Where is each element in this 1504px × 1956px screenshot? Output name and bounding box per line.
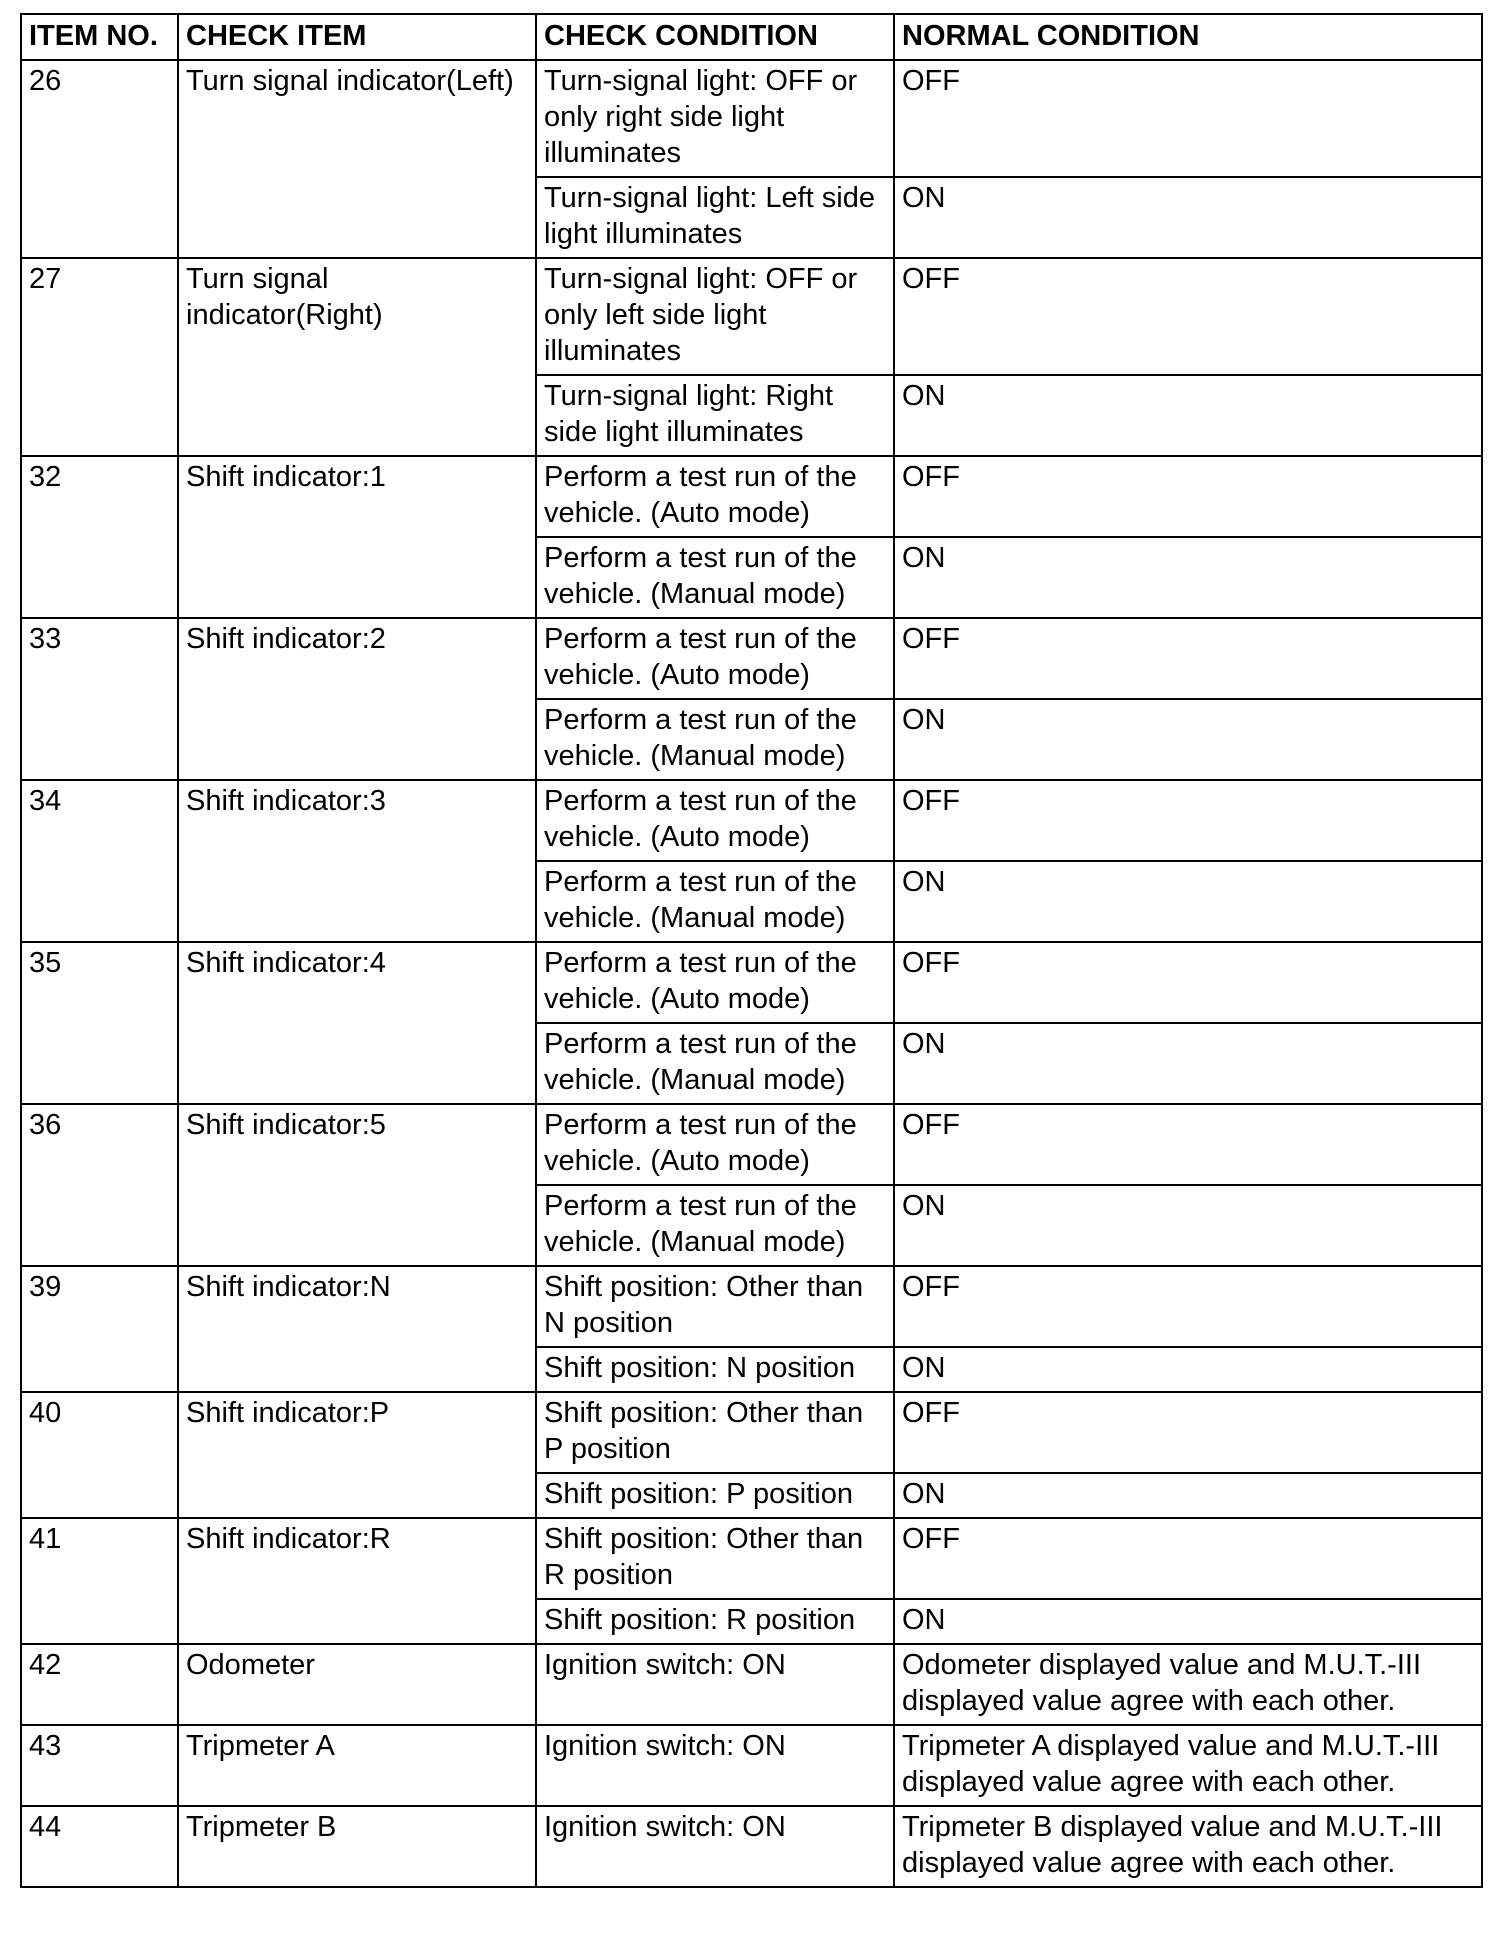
- table-row: [21, 942, 1482, 1023]
- table-row: [21, 1644, 1482, 1725]
- normal-condition-cell: ON: [894, 699, 1482, 780]
- normal-condition-cell: OFF: [894, 1518, 1482, 1599]
- check-condition-cell: Perform a test run of the vehicle. (Auto mode): [536, 1104, 894, 1185]
- normal-condition-cell: ON: [894, 1185, 1482, 1266]
- check-condition-cell: Ignition switch: ON: [536, 1806, 894, 1887]
- normal-condition-cell: ON: [894, 537, 1482, 618]
- check-condition-cell: Perform a test run of the vehicle. (Auto mode): [536, 780, 894, 861]
- check-item-cell: Tripmeter B: [178, 1806, 536, 1887]
- normal-condition-cell: Odometer displayed value and M.U.T.-III displayed value agree with each other.: [894, 1644, 1482, 1725]
- check-condition-cell: Perform a test run of the vehicle. (Auto mode): [536, 456, 894, 537]
- normal-condition-cell: ON: [894, 177, 1482, 258]
- item-no-cell: 32: [21, 456, 178, 618]
- normal-condition-cell: OFF: [894, 780, 1482, 861]
- table-row: [21, 456, 1482, 537]
- check-item-cell: Shift indicator:3: [178, 780, 536, 942]
- check-condition-cell: Perform a test run of the vehicle. (Auto mode): [536, 942, 894, 1023]
- normal-condition-cell: OFF: [894, 1392, 1482, 1473]
- normal-condition-cell: ON: [894, 861, 1482, 942]
- header-row: [21, 14, 1482, 60]
- check-table: [20, 13, 1483, 1888]
- item-no-cell: 42: [21, 1644, 178, 1725]
- item-no-cell: 33: [21, 618, 178, 780]
- table-row: [21, 1104, 1482, 1185]
- check-condition-cell: Shift position: R position: [536, 1599, 894, 1644]
- item-no-cell: 44: [21, 1806, 178, 1887]
- normal-condition-cell: OFF: [894, 60, 1482, 177]
- header-check-condition: CHECK CONDITION: [536, 14, 894, 60]
- check-item-cell: Turn signal indicator(Left): [178, 60, 536, 258]
- check-item-cell: Shift indicator:P: [178, 1392, 536, 1518]
- item-no-cell: 27: [21, 258, 178, 456]
- table-row: [21, 618, 1482, 699]
- normal-condition-cell: ON: [894, 1023, 1482, 1104]
- normal-condition-cell: ON: [894, 1473, 1482, 1518]
- check-item-cell: Turn signal indicator(Right): [178, 258, 536, 456]
- check-item-cell: Shift indicator:R: [178, 1518, 536, 1644]
- table-row: [21, 1392, 1482, 1473]
- check-condition-cell: Shift position: Other than N position: [536, 1266, 894, 1347]
- check-item-cell: Shift indicator:2: [178, 618, 536, 780]
- table-header: [21, 14, 1482, 60]
- item-no-cell: 43: [21, 1725, 178, 1806]
- check-condition-cell: Perform a test run of the vehicle. (Manual mode): [536, 861, 894, 942]
- item-no-cell: 36: [21, 1104, 178, 1266]
- header-check-item: CHECK ITEM: [178, 14, 536, 60]
- table-row: [21, 1266, 1482, 1347]
- table-row: [21, 780, 1482, 861]
- check-condition-cell: Turn-signal light: Right side light illuminates: [536, 375, 894, 456]
- header-item-no: ITEM NO.: [21, 14, 178, 60]
- check-condition-cell: Shift position: Other than P position: [536, 1392, 894, 1473]
- check-item-cell: Shift indicator:4: [178, 942, 536, 1104]
- normal-condition-cell: Tripmeter B displayed value and M.U.T.-III displayed value agree with each other.: [894, 1806, 1482, 1887]
- table-row: [21, 258, 1482, 375]
- normal-condition-cell: ON: [894, 1599, 1482, 1644]
- item-no-cell: 40: [21, 1392, 178, 1518]
- normal-condition-cell: OFF: [894, 1104, 1482, 1185]
- check-item-cell: Shift indicator:1: [178, 456, 536, 618]
- table-row: [21, 1518, 1482, 1599]
- check-condition-cell: Turn-signal light: Left side light illuminates: [536, 177, 894, 258]
- check-condition-cell: Shift position: P position: [536, 1473, 894, 1518]
- normal-condition-cell: OFF: [894, 456, 1482, 537]
- normal-condition-cell: OFF: [894, 258, 1482, 375]
- check-condition-cell: Turn-signal light: OFF or only left side light illuminates: [536, 258, 894, 375]
- check-condition-cell: Ignition switch: ON: [536, 1725, 894, 1806]
- normal-condition-cell: OFF: [894, 942, 1482, 1023]
- check-item-cell: Shift indicator:5: [178, 1104, 536, 1266]
- check-condition-cell: Ignition switch: ON: [536, 1644, 894, 1725]
- check-condition-cell: Perform a test run of the vehicle. (Manual mode): [536, 699, 894, 780]
- normal-condition-cell: Tripmeter A displayed value and M.U.T.-III displayed value agree with each other.: [894, 1725, 1482, 1806]
- check-item-cell: Tripmeter A: [178, 1725, 536, 1806]
- check-item-cell: Shift indicator:N: [178, 1266, 536, 1392]
- table-row: [21, 1725, 1482, 1806]
- item-no-cell: 39: [21, 1266, 178, 1392]
- check-condition-cell: Perform a test run of the vehicle. (Auto mode): [536, 618, 894, 699]
- check-condition-cell: Turn-signal light: OFF or only right side light illuminates: [536, 60, 894, 177]
- check-item-cell: Odometer: [178, 1644, 536, 1725]
- table-row: [21, 60, 1482, 177]
- check-condition-cell: Shift position: Other than R position: [536, 1518, 894, 1599]
- item-no-cell: 41: [21, 1518, 178, 1644]
- check-condition-cell: Perform a test run of the vehicle. (Manual mode): [536, 537, 894, 618]
- header-normal-condition: NORMAL CONDITION: [894, 14, 1482, 60]
- check-condition-cell: Shift position: N position: [536, 1347, 894, 1392]
- normal-condition-cell: ON: [894, 1347, 1482, 1392]
- item-no-cell: 34: [21, 780, 178, 942]
- item-no-cell: 35: [21, 942, 178, 1104]
- normal-condition-cell: ON: [894, 375, 1482, 456]
- check-condition-cell: Perform a test run of the vehicle. (Manual mode): [536, 1023, 894, 1104]
- table-row: [21, 1806, 1482, 1887]
- normal-condition-cell: OFF: [894, 1266, 1482, 1347]
- check-condition-cell: Perform a test run of the vehicle. (Manual mode): [536, 1185, 894, 1266]
- item-no-cell: 26: [21, 60, 178, 258]
- table-body: [21, 60, 1482, 1887]
- normal-condition-cell: OFF: [894, 618, 1482, 699]
